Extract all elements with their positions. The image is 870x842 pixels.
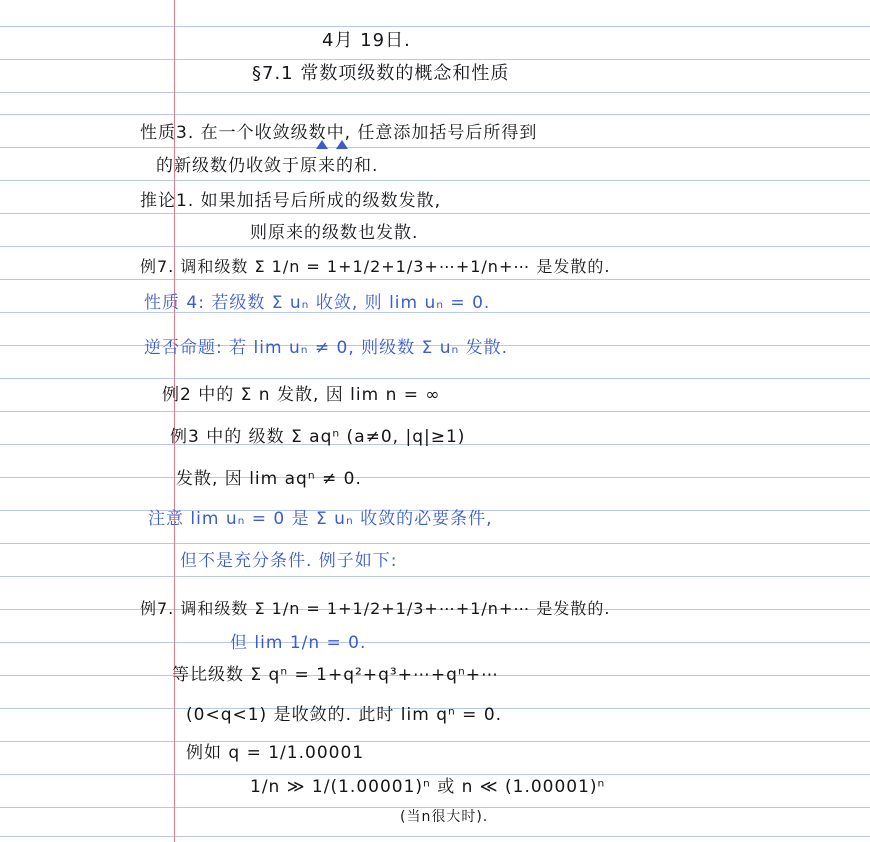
geometric-line2: (0<q<1) 是收敛的. 此时 lim qⁿ = 0. — [186, 705, 503, 725]
comparison-note: (当n很大时). — [400, 809, 489, 825]
example7-a: 例7. 调和级数 Σ 1/n = 1+1/2+1/3+⋯+1/n+⋯ 是发散的. — [140, 257, 611, 276]
geometric-line1: 等比级数 Σ qⁿ = 1+q²+q³+⋯+qⁿ+⋯ — [172, 665, 499, 685]
property4: 性质 4: 若级数 Σ uₙ 收敛, 则 lim uₙ = 0. — [144, 293, 491, 313]
example2-note: 例2 中的 Σ n 发散, 因 lim n = ∞ — [162, 385, 441, 405]
property3-line2: 的新级数仍收敛于原来的和. — [156, 156, 379, 176]
date-heading: 4月 19日. — [322, 30, 411, 51]
example7-b: 例7. 调和级数 Σ 1/n = 1+1/2+1/3+⋯+1/n+⋯ 是发散的. — [140, 599, 611, 618]
remark1-line1: 推论1. 如果加括号后所成的级数发散, — [140, 191, 442, 211]
example-q: 例如 q = 1/1.00001 — [186, 743, 365, 763]
emphasis-triangles — [316, 140, 348, 149]
contrapositive: 逆否命题: 若 lim uₙ ≠ 0, 则级数 Σ uₙ 发散. — [144, 338, 509, 358]
example3-cont: 发散, 因 lim aqⁿ ≠ 0. — [176, 469, 362, 489]
example3-note: 例3 中的 级数 Σ aqⁿ (a≠0, |q|≥1) — [170, 427, 466, 447]
example7-b-note: 但 lim 1/n = 0. — [230, 633, 367, 653]
remark1-line2: 则原来的级数也发散. — [250, 223, 419, 243]
necessary-condition-line1: 注意 lim uₙ = 0 是 Σ uₙ 收敛的必要条件, — [148, 509, 493, 529]
section-title: §7.1 常数项级数的概念和性质 — [252, 63, 510, 84]
property3-line1: 性质3. 在一个收敛级数中, 任意添加括号后所得到 — [140, 123, 538, 143]
comparison: 1/n ≫ 1/(1.00001)ⁿ 或 n ≪ (1.00001)ⁿ — [250, 777, 606, 797]
necessary-condition-line2: 但不是充分条件. 例子如下: — [180, 551, 398, 571]
